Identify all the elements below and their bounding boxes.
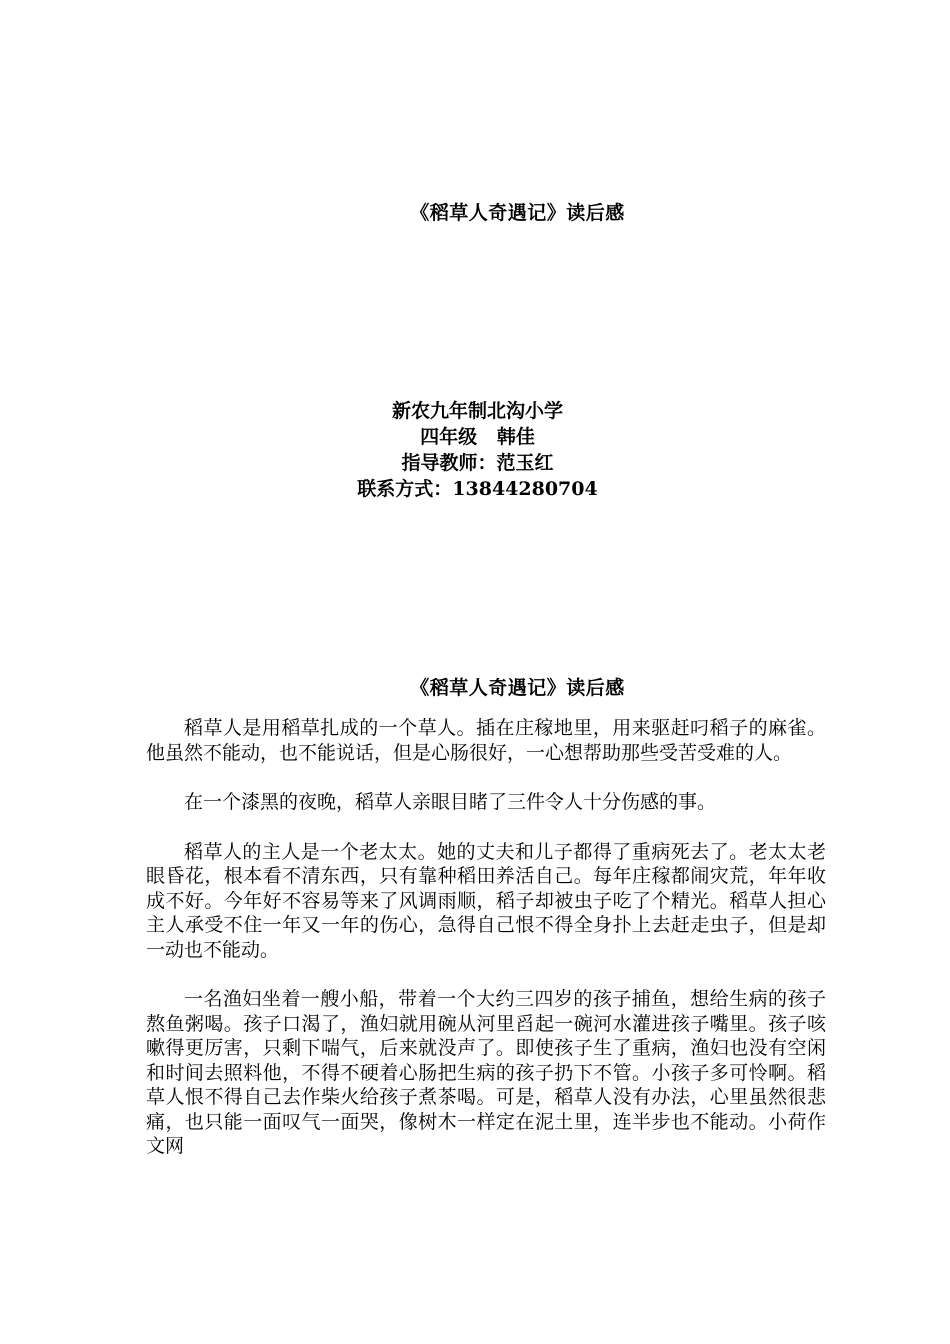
- paragraph: 一名渔妇坐着一艘小船，带着一个大约三四岁的孩子捕鱼，想给生病的孩子熬鱼粥喝。孩子口渴了，渔妇就用碗从河里舀起一碗河水灌进孩子嘴里。孩子咳嗽得更厉害，只剩下喘气，后来就没声了。即使孩子生了重病，渔妇也没有空闲和时间去照料他，不得不硬着心肠把生病的孩子扔下不管。小孩子多可怜啊。稻草人恨不得自己去作柴火给孩子煮茶喝。可是，稻草人没有办法，心里虽然很悲痛，也只能一面叹气一面哭，像树木一样定在泥土里，连半步也不能动。小荷作文网: [146, 988, 826, 1157]
- author-info: [0, 398, 950, 502]
- school-name: 新农九年制北沟小学: [391, 400, 563, 422]
- essay-title: 《稻草人奇遇记》读后感: [410, 677, 625, 699]
- contact-info: 联系方式：13844280704: [357, 478, 598, 500]
- paragraph: 稻草人的主人是一个老太太。她的丈夫和儿子都得了重病死去了。老太太老眼昏花，根本看不清东西，只有靠种稻田养活自己。每年庄稼都闹灾荒，年年收成不好。今年好不容易等来了风调雨顺，稻子却被虫子吃了个精光。稻草人担心主人承受不住一年又一年的伤心，急得自己恨不得全身扑上去赶走虫子，但是却一动也不能动。: [146, 840, 826, 961]
- grade-author: 四年级 韩佳: [420, 426, 535, 448]
- paragraph: 稻草人是用稻草扎成的一个草人。插在庄稼地里，用来驱赶叼稻子的麻雀。他虽然不能动，也不能说话，但是心肠很好，一心想帮助那些受苦受难的人。: [146, 717, 826, 764]
- cover-title: 《稻草人奇遇记》读后感: [410, 202, 625, 224]
- paragraph: 在一个漆黑的夜晚，稻草人亲眼目睹了三件令人十分伤感的事。: [184, 791, 717, 813]
- essay-body: [146, 716, 826, 1184]
- teacher-name: 指导教师：范玉红: [401, 452, 554, 474]
